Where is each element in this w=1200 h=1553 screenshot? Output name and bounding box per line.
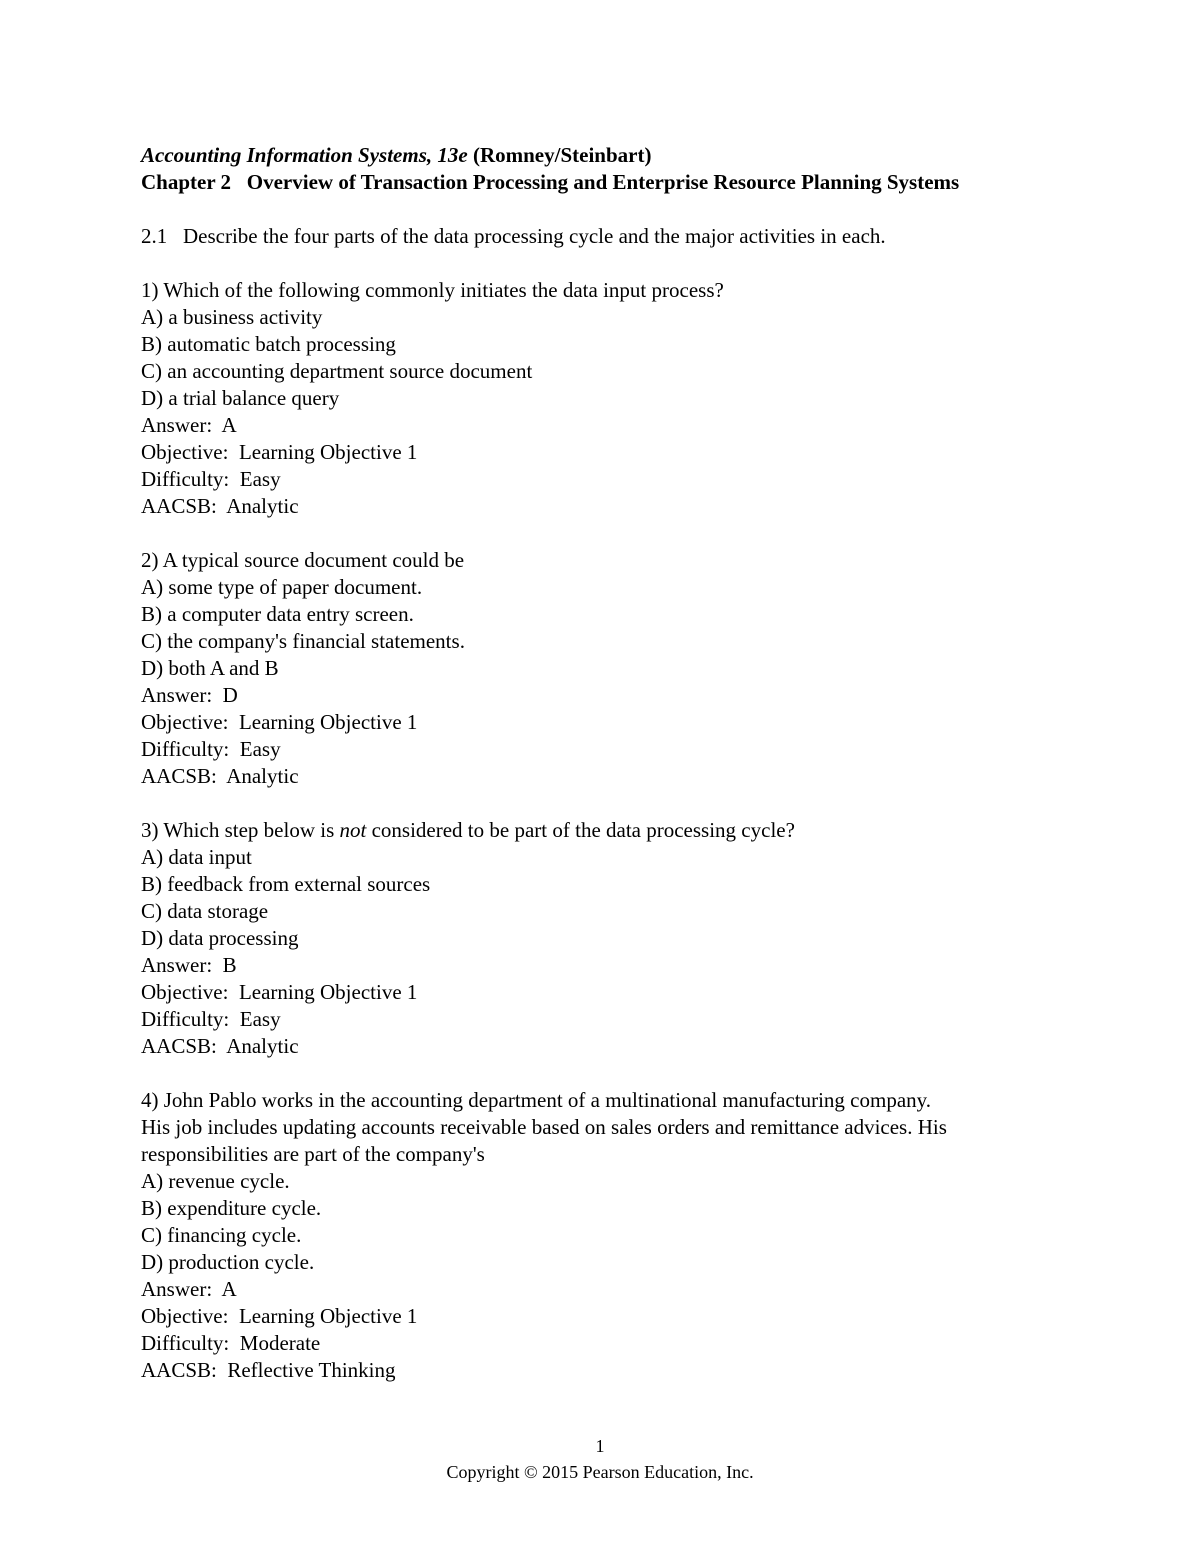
answer: Answer: B: [141, 953, 237, 977]
difficulty: Difficulty: Easy: [141, 737, 281, 761]
aacsb: AACSB: Analytic: [141, 494, 299, 518]
spacer: [141, 520, 1101, 547]
objective: Objective: Learning Objective 1: [141, 710, 418, 734]
question-stem: [141, 817, 1101, 844]
question-stem: 1) Which of the following commonly initiates the data input process?: [141, 278, 724, 302]
page-content: [141, 142, 1101, 1384]
question-stem-line-3: responsibilities are part of the company's: [141, 1142, 485, 1166]
stem-emphasis: not: [339, 818, 367, 842]
option-c: C) an accounting department source document: [141, 359, 533, 383]
question-4: [141, 1087, 1101, 1384]
option-c: C) financing cycle.: [141, 1223, 302, 1247]
stem-part-after: considered to be part of the data processing cycle?: [366, 818, 795, 842]
aacsb: AACSB: Reflective Thinking: [141, 1358, 396, 1382]
stem-part-before: 3) Which step below is: [141, 818, 340, 842]
option-a: A) a business activity: [141, 305, 323, 329]
spacer: [141, 250, 1101, 277]
aacsb: AACSB: Analytic: [141, 764, 299, 788]
difficulty: Difficulty: Easy: [141, 467, 281, 491]
option-a: A) some type of paper document.: [141, 575, 423, 599]
option-c: C) data storage: [141, 899, 269, 923]
spacer: [141, 196, 1101, 223]
question-stem-line-1: 4) John Pablo works in the accounting department of a multinational manufacturing company.: [141, 1088, 932, 1112]
option-b: B) a computer data entry screen.: [141, 602, 414, 626]
difficulty: Difficulty: Moderate: [141, 1331, 321, 1355]
answer: Answer: D: [141, 683, 238, 707]
section-objective: 2.1 Describe the four parts of the data processing cycle and the major activities in each.: [141, 224, 886, 248]
objective: Objective: Learning Objective 1: [141, 1304, 418, 1328]
answer: Answer: A: [141, 1277, 237, 1301]
aacsb: AACSB: Analytic: [141, 1034, 299, 1058]
option-d: D) both A and B: [141, 656, 279, 680]
objective: Objective: Learning Objective 1: [141, 440, 418, 464]
option-a: A) revenue cycle.: [141, 1169, 290, 1193]
option-b: B) feedback from external sources: [141, 872, 431, 896]
book-authors: (Romney/Steinbart): [467, 143, 652, 167]
question-3: [141, 817, 1101, 1060]
option-b: B) automatic batch processing: [141, 332, 396, 356]
option-d: D) production cycle.: [141, 1250, 315, 1274]
question-stem-line-2: His job includes updating accounts receivable based on sales orders and remittance advices. His: [141, 1115, 947, 1139]
objective: Objective: Learning Objective 1: [141, 980, 418, 1004]
page-number: 1: [595, 1436, 605, 1456]
copyright-notice: Copyright © 2015 Pearson Education, Inc.: [446, 1462, 754, 1482]
answer: Answer: A: [141, 413, 237, 437]
option-d: D) a trial balance query: [141, 386, 340, 410]
question-1: [141, 277, 1101, 520]
option-c: C) the company's financial statements.: [141, 629, 465, 653]
spacer: [141, 1060, 1101, 1087]
chapter-title: Chapter 2 Overview of Transaction Processing and Enterprise Resource Planning Systems: [141, 170, 960, 194]
option-d: D) data processing: [141, 926, 299, 950]
spacer: [141, 790, 1101, 817]
option-b: B) expenditure cycle.: [141, 1196, 322, 1220]
book-title-line: [141, 142, 1101, 169]
question-2: [141, 547, 1101, 790]
book-title: Accounting Information Systems, 13e: [141, 143, 468, 167]
option-a: A) data input: [141, 845, 252, 869]
question-stem: 2) A typical source document could be: [141, 548, 465, 572]
difficulty: Difficulty: Easy: [141, 1007, 281, 1031]
